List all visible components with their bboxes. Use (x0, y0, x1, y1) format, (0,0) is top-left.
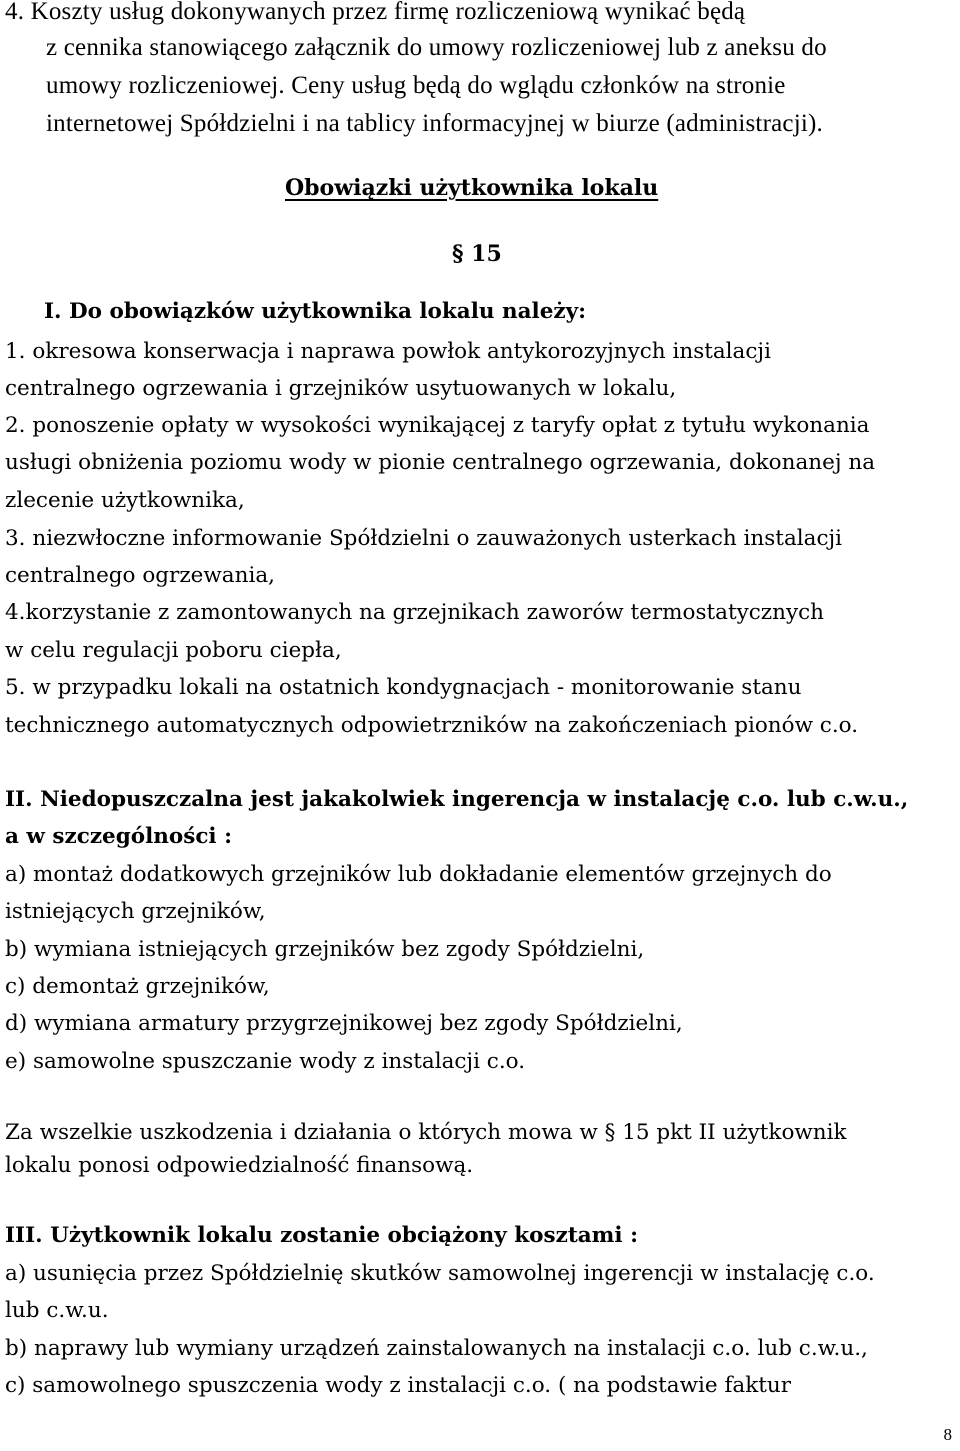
part3-heading: III. Użytkownik lokalu zostanie obciążony kosztami : (5, 1223, 639, 1248)
intro-line-1: 4. Koszty usług dokonywanych przez firmę rozliczeniową wynikać będą (5, 0, 746, 25)
intro-line-2: z cennika stanowiącego załącznik do umowy rozliczeniowej lub z aneksu do (46, 34, 827, 61)
part1-item-line: w celu regulacji poboru ciepła, (5, 638, 342, 663)
part1-item-line: usługi obniżenia poziomu wody w pionie centralnego ogrzewania, dokonanej na (5, 450, 876, 475)
part3-item-line: lub c.w.u. (5, 1298, 109, 1323)
part1-item-line: 2. ponoszenie opłaty w wysokości wynikającej z taryfy opłat z tytułu wykonania (5, 413, 870, 438)
part2-item-line: c) demontaż grzejników, (5, 974, 270, 999)
part1-item-line: technicznego automatycznych odpowietrzników na zakończeniach pionów c.o. (5, 713, 859, 738)
part2-item-line: b) wymiana istniejących grzejników bez zgody Spółdzielni, (5, 937, 645, 962)
part2-heading-line-1: II. Niedopuszczalna jest jakakolwiek ingerencja w instalację c.o. lub c.w.u., (5, 787, 909, 812)
page-number: 8 (943, 1425, 952, 1444)
part2-item-line: d) wymiana armatury przygrzejnikowej bez zgody Spółdzielni, (5, 1011, 683, 1036)
liability-line-1: Za wszelkie uszkodzenia i działania o których mowa w § 15 pkt II użytkownik (5, 1120, 847, 1145)
part2-item-line: istniejących grzejników, (5, 899, 266, 924)
part1-item-line: centralnego ogrzewania, (5, 563, 275, 588)
part1-item-line: 5. w przypadku lokali na ostatnich kondygnacjach - monitorowanie stanu (5, 675, 802, 700)
part3-item-line: a) usunięcia przez Spółdzielnię skutków samowolnej ingerencji w instalację c.o. (5, 1261, 875, 1286)
paragraph-mark: § 15 (452, 241, 502, 267)
part1-item-line: 3. niezwłoczne informowanie Spółdzielni o zauważonych usterkach instalacji (5, 526, 843, 551)
section-heading: Obowiązki użytkownika lokalu (285, 175, 659, 201)
part1-heading: I. Do obowiązków użytkownika lokalu należy: (44, 299, 587, 324)
part3-item-line: c) samowolnego spuszczenia wody z instalacji c.o. ( na podstawie faktur (5, 1373, 792, 1398)
part1-item-line: 4.korzystanie z zamontowanych na grzejnikach zaworów termostatycznych (5, 600, 825, 625)
part1-item-line: zlecenie użytkownika, (5, 488, 245, 513)
part1-item-line: 1. okresowa konserwacja i naprawa powłok antykorozyjnych instalacji (5, 339, 771, 364)
part1-item-line: centralnego ogrzewania i grzejników usytuowanych w lokalu, (5, 376, 677, 401)
liability-line-2: lokalu ponosi odpowiedzialność finansową. (5, 1153, 474, 1178)
intro-line-4: internetowej Spółdzielni i na tablicy informacyjnej w biurze (administracji). (46, 110, 823, 137)
part2-item-line: e) samowolne spuszczanie wody z instalacji c.o. (5, 1049, 526, 1074)
part3-item-line: b) naprawy lub wymiany urządzeń zainstalowanych na instalacji c.o. lub c.w.u., (5, 1336, 868, 1361)
intro-line-3: umowy rozliczeniowej. Ceny usług będą do wglądu członków na stronie (46, 72, 786, 99)
part2-heading-line-2: a w szczególności : (5, 824, 232, 849)
part2-item-line: a) montaż dodatkowych grzejników lub dokładanie elementów grzejnych do (5, 862, 832, 887)
